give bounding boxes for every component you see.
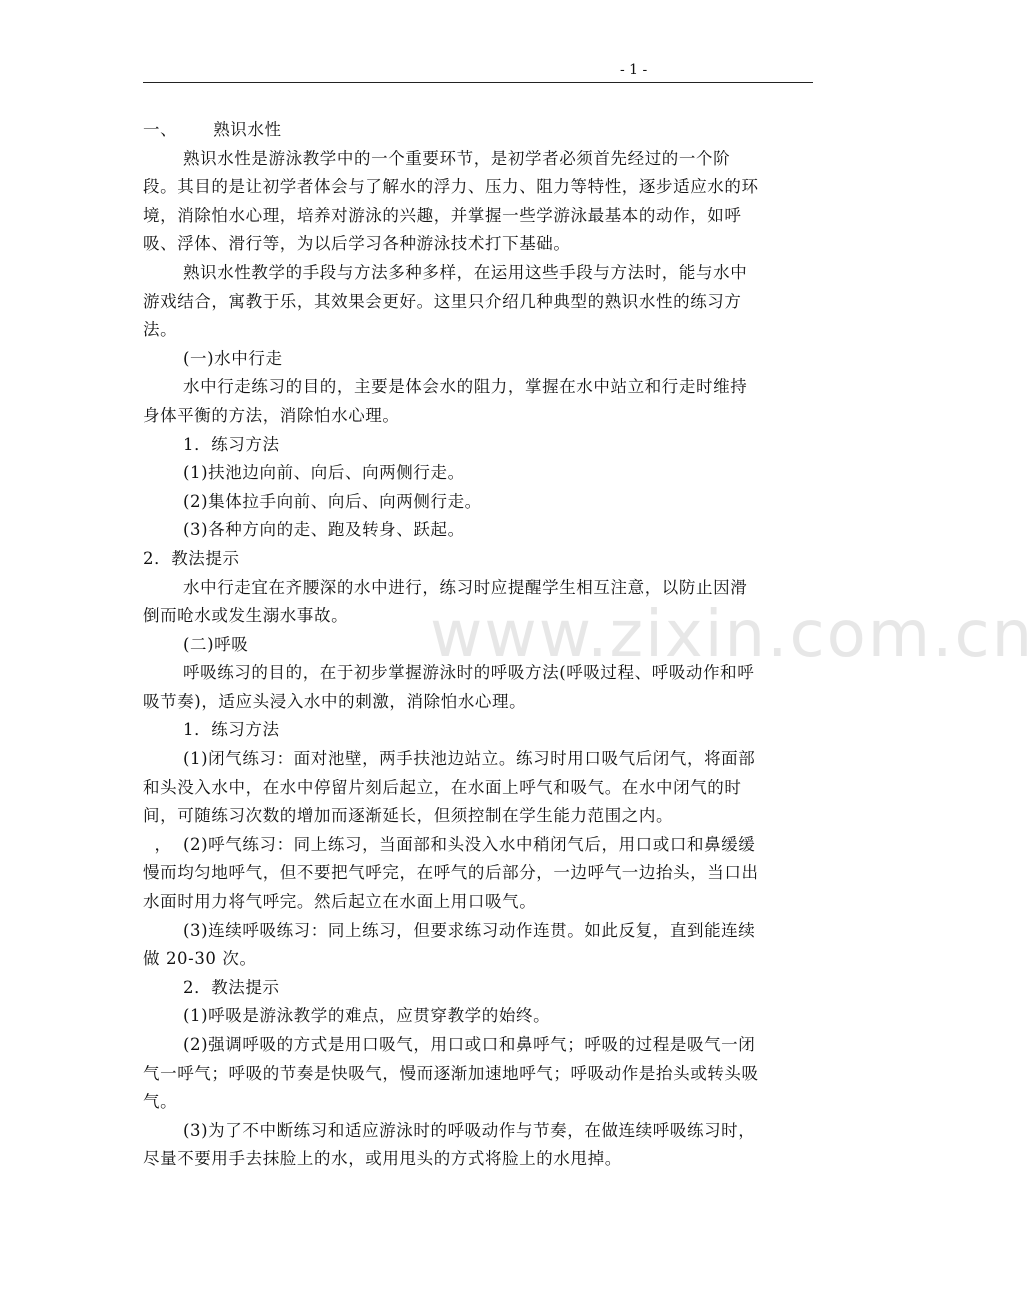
paragraph: 水中行走宜在齐腰深的水中进行，练习时应提醒学生相互注意，以防止因滑倒而呛水或发生溺水事故。 xyxy=(143,577,748,626)
list-item-text: (2)呼气练习：同上练习，当面部和头没入水中稍闭气后，用口或口和鼻缓缓慢而均匀地呼气，但不要把气呼完，在呼气的后部分，一边呼气一边抬头，当口出水面时用力将气呼完。然后起立在水面上用口吸气。 xyxy=(143,834,759,912)
stray-comma: ， xyxy=(154,834,172,854)
watermark: www.zixin.com.cn xyxy=(430,598,1034,672)
list-item: (2)集体拉手向前、向后、向两侧行走。 xyxy=(183,491,482,511)
page-number: - 1 - xyxy=(620,62,648,78)
subsection-title: (二)呼吸 xyxy=(183,634,249,654)
list-item: (3)各种方向的走、跑及转身、跃起。 xyxy=(183,520,465,540)
list-item: (3)为了不中断练习和适应游泳时的呼吸动作与节奏，在做连续呼吸练习时，尽量不要用手去抹脸上的水，或用甩头的方式将脸上的水甩掉。 xyxy=(143,1120,756,1169)
list-item: (1)扶池边向前、向后、向两侧行走。 xyxy=(183,463,465,483)
list-item: (3)连续呼吸练习：同上练习，但要求练习动作连贯。如此反复，直到能连续做 20-30 次。 xyxy=(143,920,756,969)
paragraph: 呼吸练习的目的，在于初步掌握游泳时的呼吸方法(呼吸过程、呼吸动作和呼吸节奏)，适应头浸入水中的刺激，消除怕水心理。 xyxy=(143,663,755,711)
method-heading: 1．练习方法 xyxy=(183,434,280,454)
tips-heading: 2．教法提示 xyxy=(143,548,240,568)
document-body xyxy=(143,116,763,1174)
list-item: (1)呼吸是游泳教学的难点，应贯穿教学的始终。 xyxy=(183,1006,551,1026)
header-divider xyxy=(143,82,813,83)
section-number: 一、 xyxy=(143,120,178,139)
list-item: (1)闭气练习：面对池壁，两手扶池边站立。练习时用口吸气后闭气，将面部和头没入水中，在水中停留片刻后起立，在水面上呼气和吸气。在水中闭气的时间，可随练习次数的增加而逐渐延长，但须控制在学生能力范围之内。 xyxy=(143,749,756,826)
paragraph: 熟识水性教学的手段与方法多种多样，在运用这些手段与方法时，能与水中游戏结合，寓教于乐，其效果会更好。这里只介绍几种典型的熟识水性的练习方法。 xyxy=(143,262,748,340)
list-item: (2)强调呼吸的方式是用口吸气，用口或口和鼻呼气；呼吸的过程是吸气一闭气一呼气；呼吸的节奏是快吸气，慢而逐渐加速地呼气；呼吸动作是抬头或转头吸气。 xyxy=(143,1035,759,1112)
section-heading xyxy=(143,116,763,145)
list-item xyxy=(143,831,763,917)
paragraph: 水中行走练习的目的，主要是体会水的阻力，掌握在水中站立和行走时维持身体平衡的方法，消除怕水心理。 xyxy=(143,377,748,425)
section-title: 熟识水性 xyxy=(213,120,282,139)
paragraph: 熟识水性是游泳教学中的一个重要环节，是初学者必须首先经过的一个阶段。其目的是让初学者体会与了解水的浮力、压力、阻力等特性，逐步适应水的环境，消除怕水心理，培养对游泳的兴趣，并掌握一些学游泳最基本的动作，如呼吸、浮体、滑行等，为以后学习各种游泳技术打下基础。 xyxy=(143,148,759,254)
subsection-title: (一)水中行走 xyxy=(183,348,283,368)
tips-heading: 2．教法提示 xyxy=(183,977,280,997)
method-heading: 1．练习方法 xyxy=(183,720,280,740)
